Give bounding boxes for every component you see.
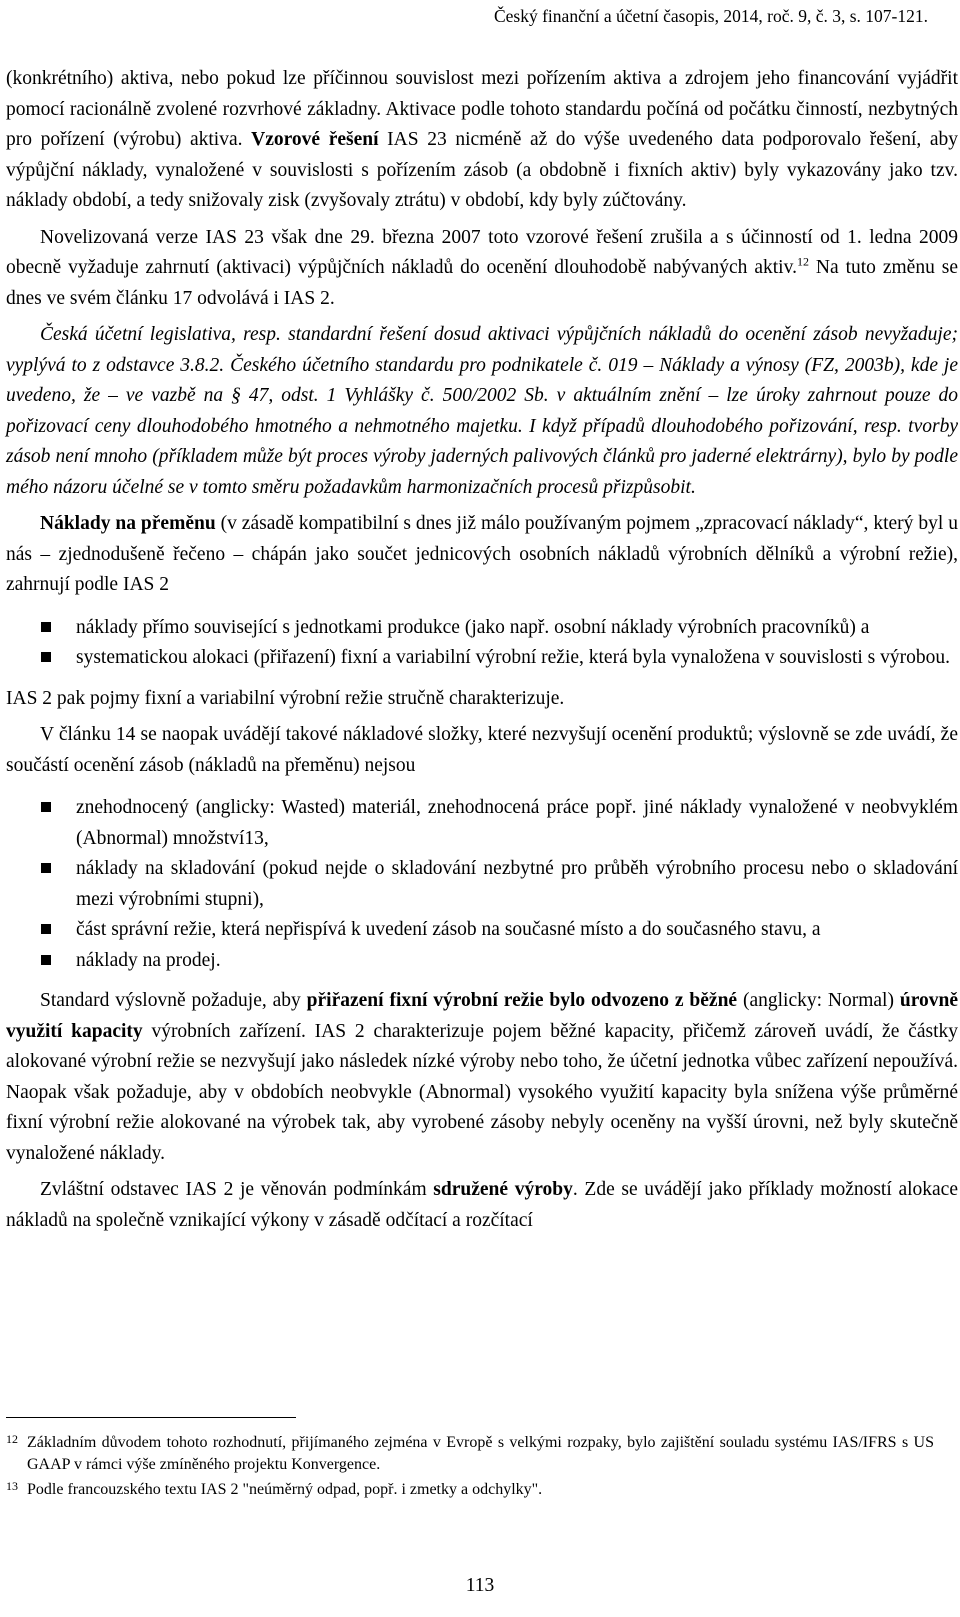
footnote-number: 13 xyxy=(6,1479,18,1493)
paragraph-ias23-revised: Novelizovaná verze IAS 23 však dne 29. března 2007 toto vzorové řešení zrušila a s účinností od 1. ledna 2009 obecně vyžaduje zahrnutí (aktivaci) výpůjčních nákladů do ocenění dlouhodobě nabývaných aktiv.$^{12}$ Na tuto změnu se dnes ve svém článku 17 odvolává i IAS 2. xyxy=(6,226,958,309)
square-bullet-icon xyxy=(41,955,51,965)
footnote-12: 12 Základním důvodem tohoto rozhodnutí, přijímaného zejména v Evropě s velkými rozpaky, bylo zajištění souladu systému IAS/IFRS s US GAAP v rámci výše zmíněného projektu Konvergence. xyxy=(6,1432,934,1475)
conversion-costs-list xyxy=(6,613,958,674)
square-bullet-icon xyxy=(41,863,51,873)
paragraph-ias23-original: (konkrétního) aktiva, nebo pokud lze příčinnou souvislost mezi pořízením aktiva a zdrojem jeho financování vyjádřit pomocí racionálně zvolené rozvrhové základny. Aktivace podle tohoto standardu počíná od počátku činností, nezbytných pro pořízení (výrobu) aktiva. Vzorové řešení IAS 23 nicméně až do výše uvedeného data podporovalo řešení, aby výpůjční náklady, vynaložené v souvislosti s pořízením zásob (a obdobně i fixních aktiv) byly vykazovány jako tzv. náklady období, a tedy snižovaly zisk (zvyšovaly ztrátu) v období, kdy byly zúčtovány. xyxy=(6,68,959,211)
footnote-number: 12 xyxy=(6,1432,18,1446)
paragraph-normal-capacity: Standard výslovně požaduje, aby přiřazení fixní výrobní režie bylo odvozeno z běžné (anglicky: Normal) úrovně využití kapacity výrobních zařízení. IAS 2 charakterizuje pojem běžné kapacity, přičemž zároveň uvádí, že částky alokované výrobní režie se nezvyšují jako následek nízké výroby nebo toho, že účetní jednotka vůbec zařízení nepoužívá. Naopak však požaduje, aby v obdobích neobvykle (Abnormal) vysokého využití kapacity byla snížena výše průměrné fixní výrobní režie alokované na výrobek tak, aby vyrobené zásoby nebyly oceněny na vyšší úrovni, než byly skutečně vynaložené náklady. xyxy=(6,990,958,1164)
page-number: 113 xyxy=(465,1575,495,1596)
bold-term-vzorove-reseni: Vzorové řešení xyxy=(251,129,379,150)
bold-term-joint-production: sdružené výroby xyxy=(433,1179,573,1200)
list-item: náklady přímo související s jednotkami produkce (jako např. osobní náklady výrobních pracovníků) a xyxy=(6,613,958,644)
square-bullet-icon xyxy=(41,622,51,632)
footnote-13: 13 Podle francouzského textu IAS 2 "neúměrný odpad, popř. i zmetky a odchylky". xyxy=(6,1479,934,1501)
list-item: znehodnocený (anglicky: Wasted) materiál, znehodnocená práce popř. jiné náklady vynaložené v neobvyklém (Abnormal) množství13, xyxy=(6,793,958,854)
square-bullet-icon xyxy=(41,924,51,934)
square-bullet-icon xyxy=(41,802,51,812)
list-item: náklady na skladování (pokud nejde o skladování nezbytné pro průběh výrobního procesu nebo o skladování mezi výrobními stupni), xyxy=(6,854,958,915)
paragraph-czech-legislation: Česká účetní legislativa, resp. standardní řešení dosud aktivaci výpůjčních nákladů do ocenění zásob nevyžaduje; vyplývá to z odstavce 3.8.2. Českého účetního standardu pro podnikatele č. 019 – Náklady a výnosy (FZ, 2003b), kde je uvedeno, že – ve vazbě na § 47, odst. 1 Vyhlášky č. 500/2002 Sb. v aktuálním znění – lze úroky zahrnout pouze do pořizovací ceny dlouhodobého hmotného a nehmotného majetku. I když případů dlouhodobého pořizování, resp. tvorby zásob není mnoho (příkladem může být proces výroby jaderných palivových článků pro jaderné elektrárny), bylo by podle mého názoru účelné se v tomto směru požadavkům harmonizačních procesů přizpůsobit. xyxy=(6,324,958,498)
article-body xyxy=(6,64,958,1236)
bold-term-naklady-na-premenu: Náklady na přeměnu xyxy=(40,513,216,534)
paragraph-overhead-definition: IAS 2 pak pojmy fixní a variabilní výrobní režie stručně charakterizuje. xyxy=(6,687,565,709)
excluded-costs-list xyxy=(6,793,958,976)
list-item: část správní režie, která nepřispívá k uvedení zásob na současné místo a do současného stavu, a xyxy=(6,915,958,946)
bold-term-capacity-level: úrovně využití kapacity xyxy=(6,990,958,1042)
bold-term-fixed-overhead: přiřazení fixní výrobní režie bylo odvozeno z běžné xyxy=(306,990,738,1011)
footnotes xyxy=(6,1432,934,1505)
footnote-separator xyxy=(6,1417,296,1418)
running-header: Český finanční a účetní časopis, 2014, roč. 9, č. 3, s. 107-121. xyxy=(493,6,928,26)
paragraph-joint-production: Zvláštní odstavec IAS 2 je věnován podmínkám sdružené výroby. Zde se uvádějí jako příklady možností alokace nákladů na společně vznikající výkony v zásadě odčítací a rozčítací xyxy=(6,1179,958,1231)
paragraph-article-14: V článku 14 se naopak uvádějí takové nákladové složky, které nezvyšují ocenění produktů; výslovně se zde uvádí, že součástí ocenění zásob (nákladů na přeměnu) nejsou xyxy=(6,724,958,776)
list-item: náklady na prodej. xyxy=(6,946,958,977)
footnote-ref-12[interactable]: 12 xyxy=(796,254,809,269)
list-item: systematickou alokaci (přiřazení) fixní a variabilní výrobní režie, která byla vynaložena v souvislosti s výrobou. xyxy=(6,643,958,674)
paragraph-conversion-costs: Náklady na přeměnu (v zásadě kompatibilní s dnes již málo používaným pojmem „zpracovací náklady“, který byl u nás – zjednodušeně řečeno – chápán jako součet jednicových osobních nákladů výrobních dělníků a výrobní režie), zahrnují podle IAS 2 xyxy=(6,513,958,595)
square-bullet-icon xyxy=(41,652,51,662)
